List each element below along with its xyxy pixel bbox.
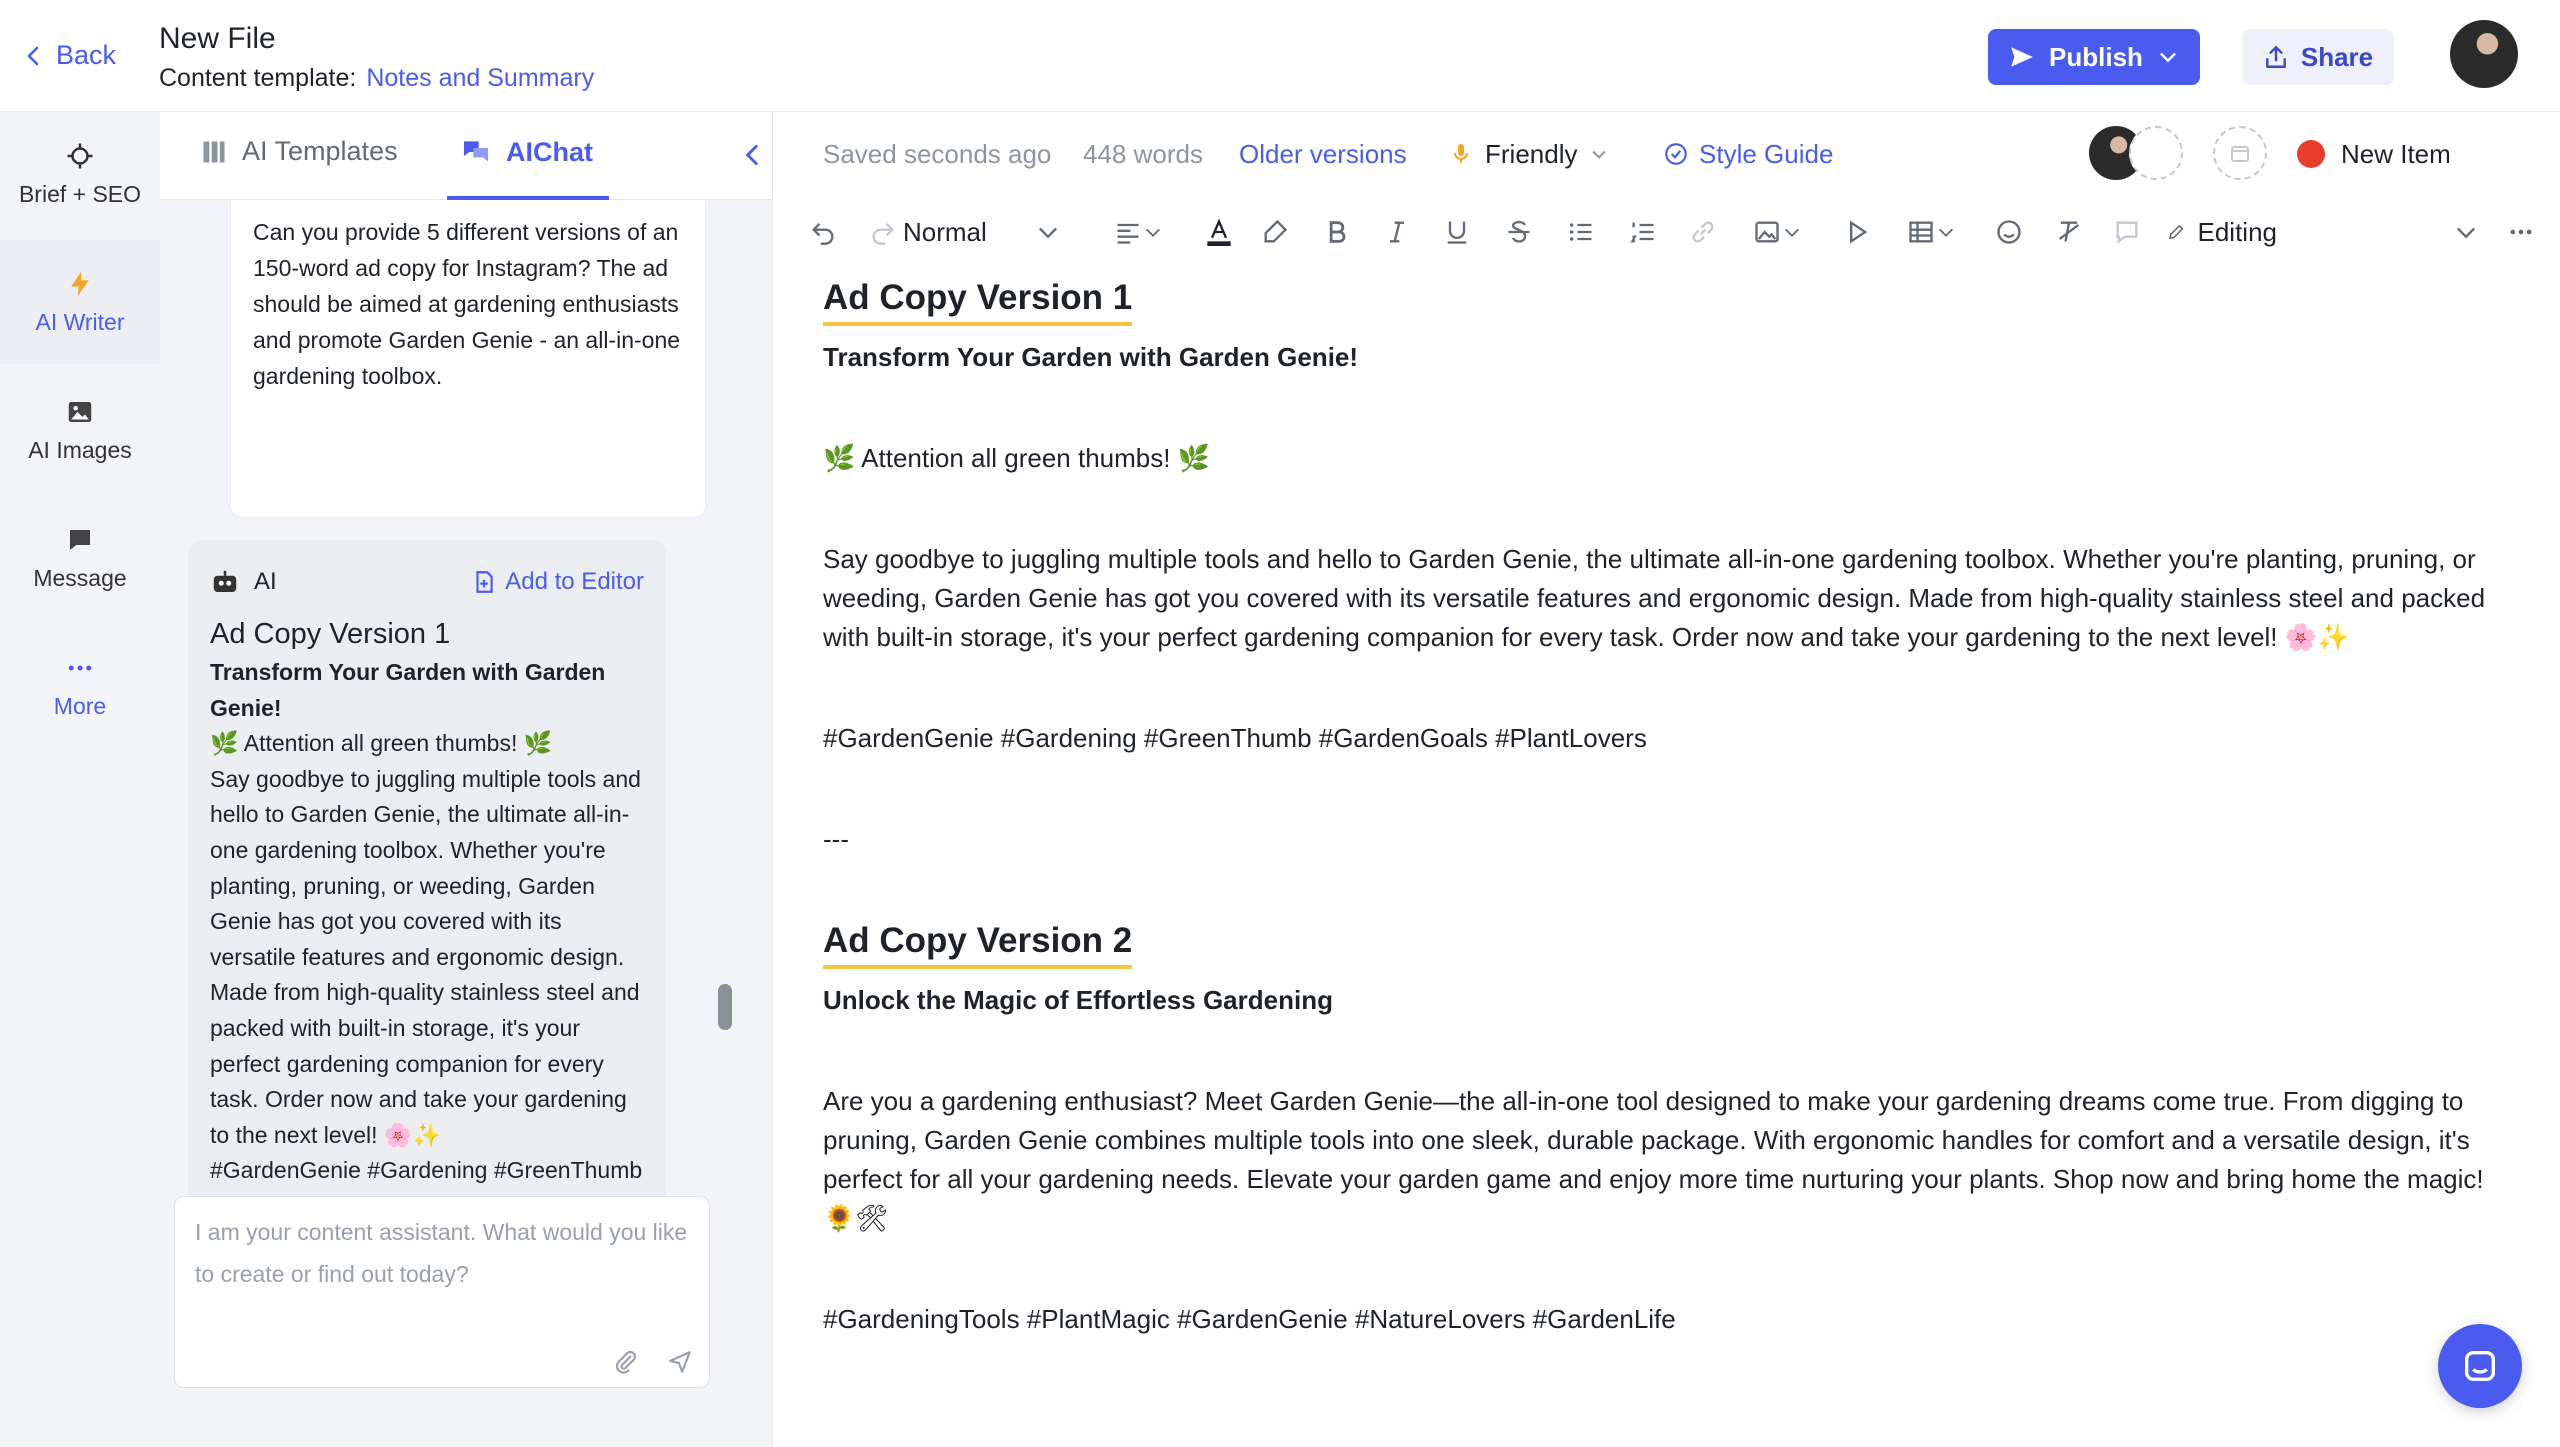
schedule-button[interactable] [2213, 126, 2267, 180]
mode-dropdown[interactable] [2167, 214, 2277, 250]
robot-icon [210, 567, 240, 597]
templates-icon [200, 138, 228, 166]
template-link[interactable]: Notes and Summary [366, 64, 595, 92]
chevron-left-icon [740, 140, 766, 170]
chat-panel [160, 112, 772, 1447]
chevron-down-icon [2452, 218, 2480, 246]
paragraph-style-chevron[interactable] [1033, 214, 1063, 250]
collaborators [2089, 126, 2289, 186]
tab-ai-templates[interactable] [200, 136, 398, 167]
publish-button[interactable] [1988, 29, 2200, 85]
chat-input[interactable] [195, 1211, 689, 1331]
chat-tabs [160, 112, 772, 200]
comment-button[interactable] [2107, 214, 2147, 250]
bold-button[interactable] [1317, 214, 1357, 250]
style-guide-button[interactable] [1663, 139, 1833, 170]
mode-chevron[interactable] [2451, 214, 2481, 250]
italic-button[interactable] [1377, 214, 1417, 250]
older-versions-link[interactable]: Older versions [1239, 138, 1407, 169]
content-template [159, 64, 594, 93]
bullet-list-button[interactable] [1561, 214, 1601, 250]
underline-icon [1443, 218, 1471, 246]
insert-icon [471, 569, 497, 595]
nav-more[interactable] [0, 624, 160, 748]
strikethrough-button[interactable] [1499, 214, 1539, 250]
file-title[interactable]: New File [159, 22, 276, 55]
nav-message[interactable] [0, 496, 160, 620]
chevron-down-icon [2157, 46, 2179, 68]
add-collaborator-button[interactable] [2129, 126, 2183, 180]
chevron-left-icon [22, 44, 46, 68]
mode-label: Editing [2197, 216, 2277, 247]
save-status: Saved seconds ago [823, 138, 1052, 169]
highlighter-icon [1261, 218, 1289, 246]
crosshair-icon [65, 141, 95, 171]
section-heading: Ad Copy Version 2 [823, 921, 1132, 969]
chevron-down-icon [1142, 218, 1164, 246]
add-to-editor-button[interactable] [471, 568, 644, 596]
tab-label: AI Templates [242, 136, 398, 166]
microphone-icon [1449, 141, 1473, 167]
ai-response-title: Ad Copy Version 1 [210, 618, 451, 650]
ai-response-header [210, 560, 644, 604]
link-button[interactable] [1683, 214, 1723, 250]
table-dropdown[interactable] [1897, 214, 1967, 250]
chat-bubbles-icon [460, 136, 492, 168]
paragraph-style-label: Normal [903, 216, 987, 247]
smiley-icon [1995, 218, 2023, 246]
align-left-icon [1114, 218, 1142, 246]
user-avatar[interactable] [2450, 20, 2518, 88]
ai-response-text: Say goodbye to juggling multiple tools and hello to Garden Genie, the ultimate all-in-one gardening toolbox. Whether you're planting, pruning, or weeding, Garden Genie has got you covered with its versatile features and ergonomic design. Made from high-quality stainless steel and packed with built-in storage, it's your perfect gardening companion for every task. Order now and take your gardening to the next level! 🌸✨ [210, 765, 641, 1148]
image-insert-dropdown[interactable] [1743, 214, 1813, 250]
nav-label: Brief + SEO [18, 180, 142, 207]
new-item-status[interactable] [2297, 112, 2451, 196]
section-subtitle: Unlock the Magic of Effortless Gardening [823, 985, 1333, 1015]
numbered-list-icon [1629, 218, 1657, 246]
tab-label: AIChat [506, 136, 593, 167]
editor-status-bar [773, 112, 2560, 196]
style-guide-label: Style Guide [1699, 138, 1834, 169]
ai-response-card [188, 540, 666, 1300]
formatting-toolbar [803, 196, 2543, 268]
word-count: 448 words [1083, 138, 1203, 169]
section-tags: #GardeningTools #PlantMagic #GardenGenie #NatureLovers #GardenLife [823, 1304, 1676, 1334]
clear-format-icon [2055, 218, 2083, 246]
chevron-down-icon [1781, 218, 1803, 246]
chat-icon [2460, 1346, 2500, 1386]
highlight-button[interactable] [1255, 214, 1295, 250]
numbered-list-button[interactable] [1623, 214, 1663, 250]
nav-label: Message [33, 564, 127, 591]
top-bar [0, 0, 2560, 112]
text-color-button[interactable] [1195, 214, 1243, 250]
message-icon [65, 525, 95, 555]
undo-icon [809, 218, 837, 246]
link-icon [1689, 218, 1717, 246]
chat-scrollbar[interactable] [718, 984, 732, 1030]
pencil-icon [2167, 218, 2186, 246]
redo-button[interactable] [863, 214, 903, 250]
add-to-editor-label: Add to Editor [505, 568, 644, 595]
align-dropdown[interactable] [1107, 214, 1171, 250]
comment-icon [2113, 218, 2141, 246]
section-subtitle: Transform Your Garden with Garden Genie! [823, 342, 1359, 372]
section-body: Say goodbye to juggling multiple tools and hello to Garden Genie, the ultimate all-in-one gardening toolbox. Whether you're planting, pruning, or weeding, Garden Genie has got you covered with its versatile features and ergonomic design. Made from high-quality stainless steel and packed with built-in storage, it's your perfect gardening companion for every task. Order now and take your gardening to the next level! 🌸✨ [823, 544, 2486, 652]
image-icon [1753, 218, 1781, 246]
ai-response-body [210, 655, 644, 1225]
lightning-icon [65, 269, 95, 299]
editor-area [772, 112, 2560, 1447]
nav-label: More [53, 692, 107, 719]
chevron-down-icon [1034, 218, 1062, 246]
bullet-list-icon [1567, 218, 1595, 246]
section-separator: --- [823, 824, 849, 854]
video-button[interactable] [1837, 214, 1877, 250]
font-color-icon [1205, 218, 1233, 246]
section-tags: #GardenGenie #Gardening #GreenThumb #GardenGoals #PlantLovers [823, 723, 1647, 753]
left-nav [0, 112, 160, 1447]
help-chat-button[interactable] [2438, 1324, 2522, 1408]
status-dot [2297, 140, 2325, 168]
tone-label: Friendly [1485, 138, 1578, 169]
composer-tools [613, 1349, 693, 1375]
user-message: Can you provide 5 different versions of an 150-word ad copy for Instagram? The ad should be aimed at gardening enthusiasts and promote Garden Genie - an all-in-one gardening toolbox. [230, 200, 706, 518]
chevron-down-icon [1589, 144, 1609, 164]
ellipsis-icon [2507, 218, 2535, 246]
ai-author-label: AI [254, 568, 277, 595]
paragraph-style-dropdown[interactable] [903, 214, 1023, 250]
send-icon[interactable] [667, 1349, 693, 1375]
redo-icon [869, 218, 897, 246]
check-circle-icon [1663, 141, 1689, 167]
undo-button[interactable] [803, 214, 843, 250]
ai-response-subtitle: Transform Your Garden with Garden Genie! [210, 659, 606, 721]
ai-response-attention: 🌿 Attention all green thumbs! 🌿 [210, 730, 553, 757]
italic-icon [1383, 218, 1411, 246]
strikethrough-icon [1505, 218, 1533, 246]
send-icon [2009, 44, 2035, 70]
upload-icon [2263, 44, 2289, 70]
nav-ai-images[interactable] [0, 368, 160, 492]
bold-icon [1323, 218, 1351, 246]
share-label: Share [2300, 41, 2374, 72]
ai-response-tags: #GardenGenie #Gardening #GreenThumb [210, 1157, 643, 1184]
ai-author [210, 567, 277, 597]
nav-label: AI Images [28, 436, 132, 463]
more-options-button[interactable] [2503, 214, 2539, 250]
calendar-icon [2228, 141, 2252, 165]
nav-ai-writer[interactable] [0, 240, 160, 364]
chat-composer [174, 1196, 710, 1388]
ellipsis-icon [65, 653, 95, 683]
clear-format-button[interactable] [2049, 214, 2089, 250]
chevron-down-icon [1935, 218, 1957, 246]
section-heading: Ad Copy Version 1 [823, 278, 1132, 326]
share-button[interactable] [2242, 29, 2394, 85]
play-icon [1843, 218, 1871, 246]
back-button[interactable] [22, 40, 116, 71]
new-item-label: New Item [2341, 138, 2451, 169]
nav-brief-seo[interactable] [0, 112, 160, 236]
collapse-panel-button[interactable] [740, 140, 772, 180]
publish-label: Publish [2049, 41, 2143, 72]
tab-aichat[interactable] [460, 136, 593, 168]
paperclip-icon[interactable] [613, 1349, 639, 1375]
section-body: Are you a gardening enthusiast? Meet Garden Genie—the all-in-one tool designed to make your gardening dreams come true. From digging to pruning, Garden Genie combines multiple tools into one sleek, durable package. With ergonomic handles for comfort and a versatile design, it's perfect for all your gardening needs. Elevate your garden game and enjoy more time nurturing your plants. Shop now and bring home the magic! 🌻🛠 [823, 1086, 2484, 1233]
emoji-button[interactable] [1989, 214, 2029, 250]
back-label: Back [56, 40, 117, 70]
table-icon [1907, 218, 1935, 246]
section-attention: 🌿 Attention all green thumbs! 🌿 [823, 443, 1211, 473]
nav-label: AI Writer [35, 308, 125, 335]
template-label: Content template: [159, 64, 357, 92]
image-icon [65, 397, 95, 427]
tone-dropdown[interactable] [1449, 139, 1609, 170]
document-content[interactable] [823, 272, 2523, 1339]
underline-button[interactable] [1437, 214, 1477, 250]
